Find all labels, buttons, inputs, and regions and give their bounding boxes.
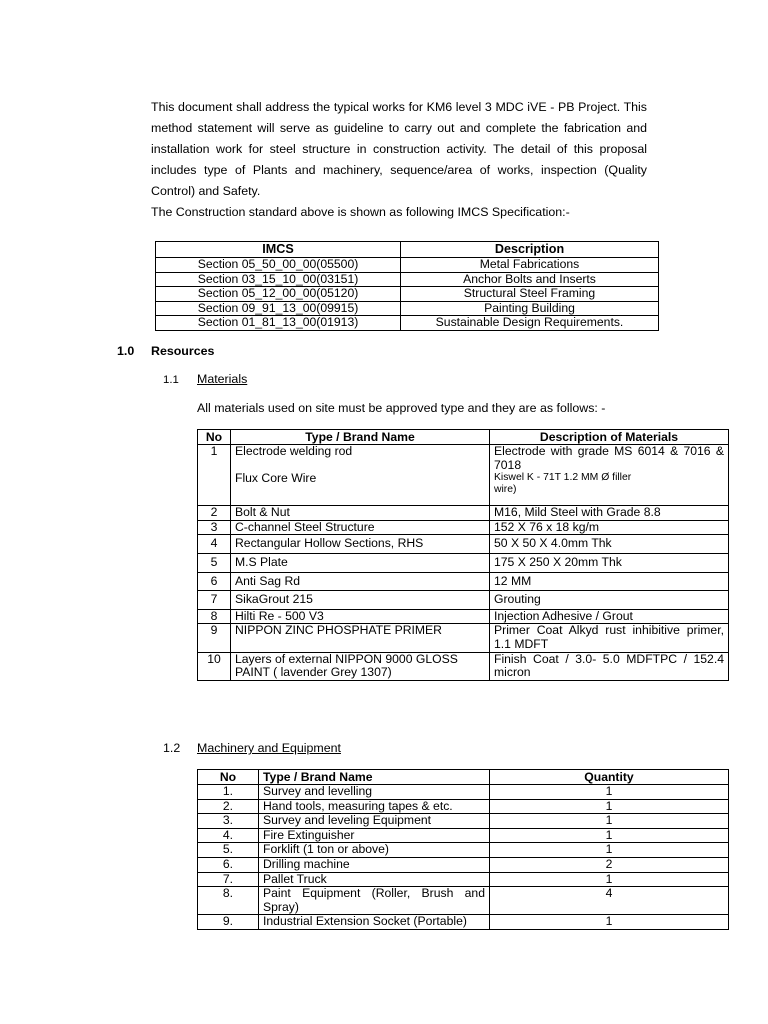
subsection-title: Machinery and Equipment	[197, 741, 341, 755]
imcs-description: Metal Fabrications	[401, 258, 659, 273]
equipment-quantity: 1	[490, 872, 729, 887]
equipment-name: Fire Extinguisher	[259, 828, 490, 843]
row-number: 5.	[198, 843, 259, 858]
imcs-table	[155, 241, 659, 331]
subsection-title: Materials	[197, 372, 248, 386]
table-row	[198, 814, 729, 829]
equipment-quantity: 4	[490, 887, 729, 915]
imcs-code: Section 05_12_00_00(05120)	[156, 287, 401, 302]
subsection-heading-materials	[163, 372, 247, 386]
equipment-quantity: 1	[490, 814, 729, 829]
table-row	[198, 520, 729, 535]
machinery-table	[197, 769, 729, 930]
intro-text	[151, 97, 647, 223]
header-no: No	[198, 430, 231, 445]
material-description: 175 X 250 X 20mm Thk	[490, 553, 729, 572]
header-imcs: IMCS	[156, 242, 401, 258]
table-row	[198, 799, 729, 814]
material-type-line: Electrode welding rod	[235, 444, 353, 458]
row-number: 6.	[198, 857, 259, 872]
table-header-row	[198, 430, 729, 445]
material-type: Hilti Re - 500 V3	[231, 609, 490, 624]
equipment-name: Survey and leveling Equipment	[259, 814, 490, 829]
table-row	[198, 609, 729, 624]
material-description-line: Electrode with grade MS 6014 & 7016 & 7018	[494, 444, 724, 472]
material-type: M.S Plate	[231, 553, 490, 572]
table-row	[156, 301, 659, 316]
subsection-heading-machinery	[163, 741, 341, 755]
materials-table	[197, 429, 729, 681]
section-heading-resources	[117, 344, 214, 358]
material-description: M16, Mild Steel with Grade 8.8	[490, 506, 729, 521]
equipment-name: Drilling machine	[259, 857, 490, 872]
row-number: 3	[198, 520, 231, 535]
table-row	[198, 652, 729, 680]
material-type: NIPPON ZINC PHOSPHATE PRIMER	[231, 624, 490, 652]
equipment-name: Pallet Truck	[259, 872, 490, 887]
table-row	[198, 445, 729, 506]
equipment-quantity: 1	[490, 915, 729, 930]
table-row	[198, 843, 729, 858]
row-number: 3.	[198, 814, 259, 829]
equipment-quantity: 2	[490, 857, 729, 872]
subsection-number: 1.1	[163, 374, 179, 386]
header-description: Description	[401, 242, 659, 258]
row-number: 7.	[198, 872, 259, 887]
equipment-name: Survey and levelling	[259, 785, 490, 800]
equipment-quantity: 1	[490, 799, 729, 814]
table-row	[198, 828, 729, 843]
table-row	[198, 857, 729, 872]
header-type: Type / Brand Name	[259, 770, 490, 785]
row-number: 8.	[198, 887, 259, 915]
row-number: 4.	[198, 828, 259, 843]
material-description: 12 MM	[490, 572, 729, 591]
material-type-line: Flux Core Wire	[235, 470, 317, 485]
imcs-code: Section 03_15_10_00(03151)	[156, 272, 401, 287]
section-title: Resources	[151, 344, 215, 358]
row-number: 9.	[198, 915, 259, 930]
imcs-description: Structural Steel Framing	[401, 287, 659, 302]
table-row	[198, 887, 729, 915]
row-number: 2.	[198, 799, 259, 814]
material-description: 50 X 50 X 4.0mm Thk	[490, 535, 729, 554]
standard-line: The Construction standard above is shown as following IMCS Specification:-	[151, 205, 570, 219]
imcs-description: Sustainable Design Requirements.	[401, 316, 659, 331]
table-row	[156, 272, 659, 287]
material-description: 152 X 76 x 18 kg/m	[490, 520, 729, 535]
materials-lead-text: All materials used on site must be approved type and they are as follows: -	[197, 401, 606, 415]
row-number: 5	[198, 553, 231, 572]
imcs-description: Anchor Bolts and Inserts	[401, 272, 659, 287]
row-number: 6	[198, 572, 231, 591]
equipment-name: Industrial Extension Socket (Portable)	[259, 915, 490, 930]
imcs-code: Section 01_81_13_00(01913)	[156, 316, 401, 331]
material-description: Grouting	[490, 591, 729, 610]
row-number: 9	[198, 624, 231, 652]
equipment-name: Paint Equipment (Roller, Brush and Spray)	[259, 887, 490, 915]
material-type: Layers of external NIPPON 9000 GLOSS PAINT ( lavender Grey 1307)	[231, 652, 490, 680]
table-row	[198, 535, 729, 554]
equipment-quantity: 1	[490, 785, 729, 800]
table-header-row	[198, 770, 729, 785]
row-number: 7	[198, 591, 231, 610]
header-type: Type / Brand Name	[231, 430, 490, 445]
material-type: C-channel Steel Structure	[231, 520, 490, 535]
equipment-name: Forklift (1 ton or above)	[259, 843, 490, 858]
subsection-number: 1.2	[163, 741, 181, 755]
material-type: Bolt & Nut	[231, 506, 490, 521]
material-type: SikaGrout 215	[231, 591, 490, 610]
table-row	[198, 785, 729, 800]
imcs-description: Painting Building	[401, 301, 659, 316]
table-row	[198, 624, 729, 652]
table-row	[198, 572, 729, 591]
imcs-code: Section 05_50_00_00(05500)	[156, 258, 401, 273]
row-number: 8	[198, 609, 231, 624]
table-row	[198, 872, 729, 887]
header-description: Description of Materials	[490, 430, 729, 445]
material-type: Rectangular Hollow Sections, RHS	[231, 535, 490, 554]
intro-paragraph: This document shall address the typical works for KM6 level 3 MDC iVE - PB Project. This method statement will serve as guideline to carry out and complete the fabrication and installation work for steel structure in construction activity. The detail of this proposal includes type of Plants and machinery, sequence/area of works, inspection (Quality Control) and Safety.	[151, 100, 647, 198]
table-row	[198, 591, 729, 610]
material-type: Anti Sag Rd	[231, 572, 490, 591]
material-description: Finish Coat / 3.0- 5.0 MDFTPC / 152.4 micron	[490, 652, 729, 680]
table-row	[156, 258, 659, 273]
row-number: 10	[198, 652, 231, 680]
equipment-quantity: 1	[490, 843, 729, 858]
row-number: 4	[198, 535, 231, 554]
table-row	[156, 316, 659, 331]
table-row	[156, 287, 659, 302]
material-description	[490, 445, 729, 506]
row-number: 1	[198, 445, 231, 506]
material-description: Primer Coat Alkyd rust inhibitive primer, 1.1 MDFT	[490, 624, 729, 652]
material-description: Injection Adhesive / Grout	[490, 609, 729, 624]
section-number: 1.0	[117, 344, 135, 358]
row-number: 1.	[198, 785, 259, 800]
header-no: No	[198, 770, 259, 785]
imcs-code: Section 09_91_13_00(09915)	[156, 301, 401, 316]
table-row	[198, 915, 729, 930]
header-quantity: Quantity	[490, 770, 729, 785]
row-number: 2	[198, 506, 231, 521]
table-row	[198, 506, 729, 521]
material-description-line: Kiswel K - 71T 1.2 MM Ø filler wire)	[494, 472, 632, 496]
material-type	[231, 445, 490, 506]
table-header-row	[156, 242, 659, 258]
equipment-name: Hand tools, measuring tapes & etc.	[259, 799, 490, 814]
equipment-quantity: 1	[490, 828, 729, 843]
table-row	[198, 553, 729, 572]
